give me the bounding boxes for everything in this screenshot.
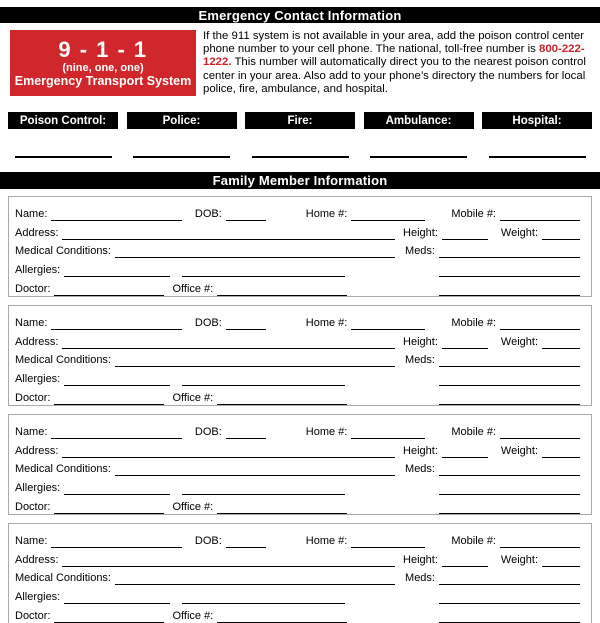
paragraph-text-before: If the 911 system is not available in your area, add the poison control center phone number to your cell phone. The national, toll-free number is [203,30,584,56]
medical-conditions-line [115,356,395,367]
height-line [442,447,488,458]
allergies-label: Allergies: [15,482,61,495]
allergies-continuation-line [182,266,345,277]
meds-line [439,356,580,367]
height-label: Height: [403,226,438,239]
emergency-caption: Emergency Transport System [14,73,192,88]
allergies-row [15,476,580,495]
weight-line [542,229,580,240]
allergies-row [15,258,580,277]
weight-label: Weight: [500,335,538,348]
family-member-box [8,414,592,515]
allergies-row [15,585,580,604]
name-line [51,537,181,548]
meds-label: Meds: [405,354,435,367]
meds-continuation-line [439,484,580,495]
office-phone-line [217,285,347,296]
doctor-line [54,285,164,296]
address-row [15,548,580,567]
paragraph-text-after: This number will automatically direct you to the nearest poison control center in your area. Also add to your phone’s directory the numbers for local police, fire, ambulance, and hospital. [203,56,586,95]
mobile-phone-label: Mobile #: [451,207,496,220]
doctor-line [54,612,164,623]
name-label: Name: [15,207,48,220]
contact-blank-lines-row [8,144,592,158]
office-phone-label: Office #: [172,391,214,404]
family-member-box [8,196,592,297]
meds-label: Meds: [405,463,435,476]
doctor-label: Doctor: [15,282,51,295]
meds-continuation-line-2 [439,503,580,514]
home-phone-line [351,210,425,221]
contact-label-fire: Fire: [245,112,355,129]
hospital-blank-line [489,144,586,158]
doctor-label: Doctor: [15,391,51,404]
page-header-bar [0,7,600,23]
home-phone-line [351,537,425,548]
height-line [442,229,488,240]
poison-control-paragraph [203,30,597,96]
office-phone-label: Office #: [172,500,214,513]
meds-continuation-line [439,593,580,604]
doctor-line [54,394,164,405]
office-phone-label: Office #: [172,609,214,622]
meds-line [439,465,580,476]
home-phone-label: Home #: [305,316,348,329]
police-blank-line [133,144,230,158]
emergency-911-box [10,30,196,96]
contact-label-police: Police: [127,112,237,129]
mobile-phone-line [500,319,580,330]
medical-conditions-row [15,458,580,477]
name-row [15,420,580,439]
address-line [62,447,395,458]
name-row [15,529,580,548]
family-member-boxes [8,196,592,623]
contact-line-cell [245,144,355,158]
medical-conditions-row [15,567,580,586]
allergies-row [15,367,580,386]
mobile-phone-label: Mobile #: [451,316,496,329]
meds-continuation-line-2 [439,394,580,405]
office-phone-line [217,394,347,405]
contact-label-ambulance: Ambulance: [364,112,474,129]
allergies-continuation-line [182,593,345,604]
allergies-line [64,375,170,386]
home-phone-line [351,428,425,439]
mobile-phone-line [500,537,580,548]
address-line [62,556,395,567]
doctor-row [15,277,580,296]
name-row [15,311,580,330]
address-line [62,229,395,240]
weight-label: Weight: [500,226,538,239]
address-label: Address: [15,335,59,348]
doctor-row [15,386,580,405]
name-label: Name: [15,316,48,329]
contact-line-cell [127,144,237,158]
height-line [442,556,488,567]
meds-line [439,247,580,258]
allergies-continuation-line [182,484,345,495]
office-phone-line [217,503,347,514]
medical-conditions-row [15,349,580,368]
allergies-label: Allergies: [15,591,61,604]
emergency-number: 9 - 1 - 1 [58,36,148,62]
dob-line [226,210,266,221]
doctor-row [15,495,580,514]
medical-conditions-label: Medical Conditions: [15,354,111,367]
contact-label-poison-control: Poison Control: [8,112,118,129]
doctor-row [15,604,580,623]
name-label: Name: [15,534,48,547]
contact-label-hospital: Hospital: [482,112,592,129]
dob-line [226,319,266,330]
name-label: Name: [15,425,48,438]
ambulance-blank-line [370,144,467,158]
dob-line [226,428,266,439]
address-line [62,338,395,349]
allergies-continuation-line [182,375,345,386]
office-phone-label: Office #: [172,282,214,295]
dob-label: DOB: [194,534,222,547]
weight-label: Weight: [500,444,538,457]
address-label: Address: [15,553,59,566]
poison-control-blank-line [15,144,112,158]
medical-conditions-line [115,247,395,258]
fire-blank-line [252,144,349,158]
contact-line-cell [364,144,474,158]
medical-conditions-label: Medical Conditions: [15,245,111,258]
mobile-phone-line [500,210,580,221]
home-phone-label: Home #: [305,534,348,547]
height-label: Height: [403,444,438,457]
meds-line [439,574,580,585]
family-member-box [8,305,592,406]
family-header-bar [0,172,600,189]
dob-line [226,537,266,548]
meds-continuation-line-2 [439,285,580,296]
page-title: Emergency Contact Information [198,7,402,23]
medical-conditions-label: Medical Conditions: [15,463,111,476]
meds-continuation-line-2 [439,612,580,623]
doctor-line [54,503,164,514]
medical-conditions-row [15,240,580,259]
name-line [51,210,181,221]
meds-continuation-line [439,266,580,277]
intro-section [10,30,597,96]
address-label: Address: [15,444,59,457]
medical-conditions-line [115,465,395,476]
doctor-label: Doctor: [15,500,51,513]
home-phone-label: Home #: [305,425,348,438]
weight-line [542,338,580,349]
mobile-phone-label: Mobile #: [451,425,496,438]
address-row [15,221,580,240]
name-line [51,319,181,330]
meds-label: Meds: [405,245,435,258]
weight-line [542,447,580,458]
family-member-box [8,523,592,623]
home-phone-line [351,319,425,330]
name-row [15,202,580,221]
meds-label: Meds: [405,572,435,585]
contact-line-cell [482,144,592,158]
home-phone-label: Home #: [305,207,348,220]
allergies-line [64,266,170,277]
contact-labels-row [8,112,592,129]
allergies-line [64,593,170,604]
doctor-label: Doctor: [15,609,51,622]
height-label: Height: [403,335,438,348]
medical-conditions-line [115,574,395,585]
poison-control-phone-number: 800-222-1222. [203,43,585,69]
meds-continuation-line [439,375,580,386]
address-row [15,330,580,349]
medical-conditions-label: Medical Conditions: [15,572,111,585]
emergency-number-words: (nine, one, one) [62,61,144,74]
allergies-line [64,484,170,495]
address-label: Address: [15,226,59,239]
height-line [442,338,488,349]
dob-label: DOB: [194,425,222,438]
office-phone-line [217,612,347,623]
weight-label: Weight: [500,553,538,566]
family-section-title: Family Member Information [212,173,388,188]
allergies-label: Allergies: [15,373,61,386]
mobile-phone-line [500,428,580,439]
address-row [15,439,580,458]
mobile-phone-label: Mobile #: [451,534,496,547]
weight-line [542,556,580,567]
height-label: Height: [403,553,438,566]
contact-line-cell [8,144,118,158]
allergies-label: Allergies: [15,264,61,277]
name-line [51,428,181,439]
dob-label: DOB: [194,207,222,220]
dob-label: DOB: [194,316,222,329]
